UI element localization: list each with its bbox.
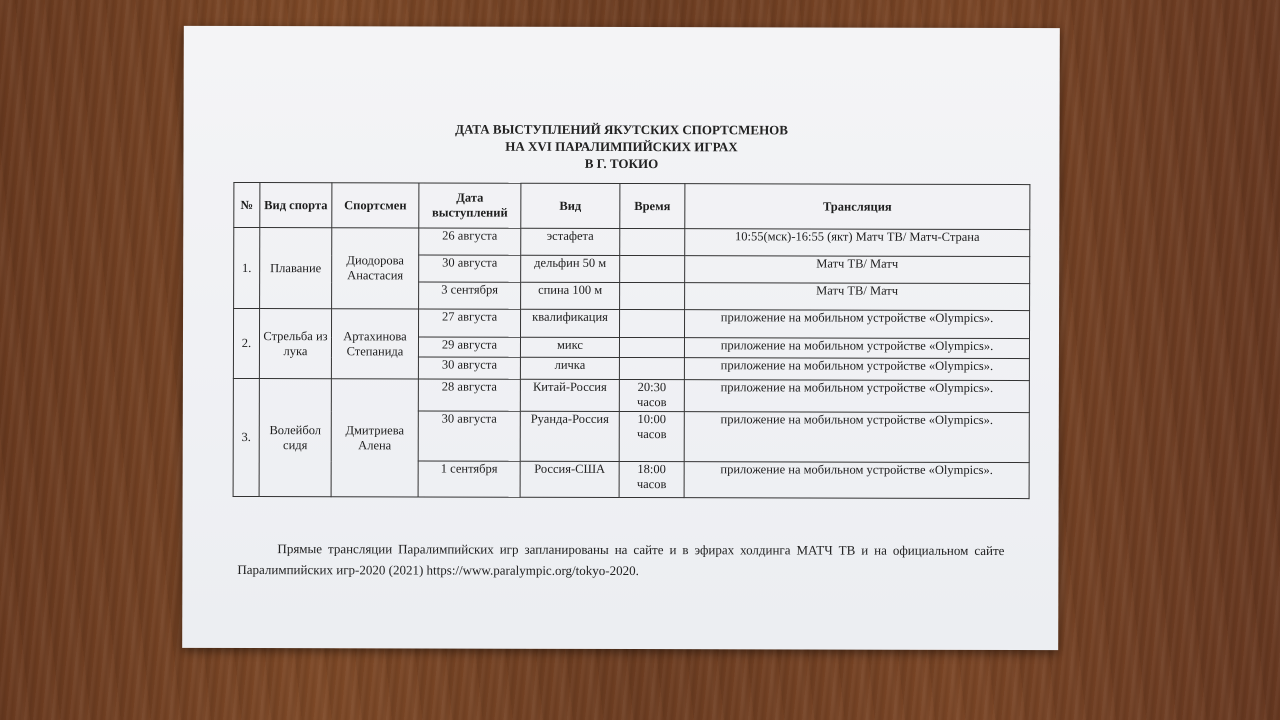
- cell-event: Руанда-Россия: [520, 411, 619, 461]
- cell-time: 18:00 часов: [619, 461, 684, 497]
- cell-broadcast: Матч ТВ/ Матч: [685, 283, 1030, 311]
- cell-event: спина 100 м: [521, 282, 620, 309]
- cell-broadcast: приложение на мобильном устройстве «Olympics».: [684, 412, 1029, 463]
- row-sport: Стрельба из лука: [259, 309, 331, 379]
- cell-date: 30 августа: [418, 411, 520, 461]
- title-line-3: В Г. ТОКИО: [584, 155, 659, 172]
- cell-event: квалификация: [521, 309, 620, 337]
- row-athlete: Дмитриева Алена: [331, 379, 418, 497]
- cell-event: эстафета: [521, 228, 620, 255]
- cell-time: [619, 337, 684, 357]
- cell-event: личка: [520, 357, 619, 379]
- cell-event: дельфин 50 м: [521, 255, 620, 282]
- header-event: Вид: [521, 183, 620, 228]
- row-num: 2.: [233, 308, 259, 378]
- cell-date: 30 августа: [419, 255, 521, 282]
- cell-date: 28 августа: [418, 379, 520, 411]
- cell-time: 20:30 часов: [619, 379, 684, 411]
- title-line-1: ДАТА ВЫСТУПЛЕНИЙ ЯКУТСКИХ СПОРТСМЕНОВ: [455, 121, 789, 138]
- row-sport: Волейбол сидя: [259, 379, 331, 497]
- header-time: Время: [620, 183, 685, 228]
- cell-time: [619, 357, 684, 379]
- header-sport: Вид спорта: [260, 183, 332, 228]
- table-row: [234, 227, 1030, 256]
- header-broadcast: Трансляция: [685, 184, 1030, 230]
- header-athlete: Спортсмен: [332, 183, 419, 228]
- cell-broadcast: приложение на мобильном устройстве «Olympics».: [685, 310, 1030, 339]
- cell-date: 29 августа: [418, 337, 520, 357]
- cell-broadcast: 10:55(мск)-16:55 (якт) Матч ТВ/ Матч-Страна: [685, 229, 1030, 257]
- cell-broadcast: Матч ТВ/ Матч: [685, 256, 1030, 284]
- cell-broadcast: приложение на мобильном устройстве «Olympics».: [684, 358, 1029, 381]
- paper-sheet: [182, 26, 1060, 650]
- document-title: [183, 120, 1059, 173]
- header-num: №: [234, 182, 260, 227]
- cell-date: 1 сентября: [418, 461, 520, 497]
- schedule-table: [233, 182, 1031, 499]
- cell-time: [620, 228, 685, 255]
- cell-time: [620, 309, 685, 337]
- cell-event: микс: [520, 337, 619, 357]
- row-athlete: Диодорова Анастасия: [332, 228, 419, 309]
- cell-broadcast: приложение на мобильном устройстве «Olympics».: [684, 462, 1029, 499]
- header-date: Дата выступлений: [419, 183, 521, 228]
- cell-date: 27 августа: [419, 309, 521, 337]
- table-row: [233, 378, 1029, 412]
- title-line-2: НА XVI ПАРАЛИМПИЙСКИХ ИГРАХ: [505, 138, 738, 155]
- cell-date: 3 сентября: [419, 282, 521, 309]
- cell-date: 30 августа: [418, 357, 520, 379]
- cell-date: 26 августа: [419, 228, 521, 255]
- cell-broadcast: приложение на мобильном устройстве «Olympics».: [684, 380, 1029, 413]
- cell-event: Россия-США: [520, 461, 619, 497]
- footnote-text: Прямые трансляции Паралимпийских игр запланированы на сайте и в эфирах холдинга МАТЧ ТВ и на официальном сайте Паралимпийских игр-2020 (2021) https://www.paralympic.org/tokyo-2020.: [237, 541, 1005, 579]
- row-sport: Плавание: [260, 228, 332, 309]
- cell-time: 10:00 часов: [619, 411, 684, 461]
- row-num: 1.: [234, 227, 260, 308]
- row-num: 3.: [233, 378, 259, 496]
- cell-time: [620, 255, 685, 282]
- cell-time: [620, 282, 685, 309]
- cell-broadcast: приложение на мобильном устройстве «Olympics».: [684, 338, 1029, 359]
- table-header-row: [234, 182, 1030, 229]
- table-row: [234, 308, 1030, 338]
- row-athlete: Артахинова Степанида: [331, 309, 418, 379]
- cell-event: Китай-Россия: [520, 379, 619, 411]
